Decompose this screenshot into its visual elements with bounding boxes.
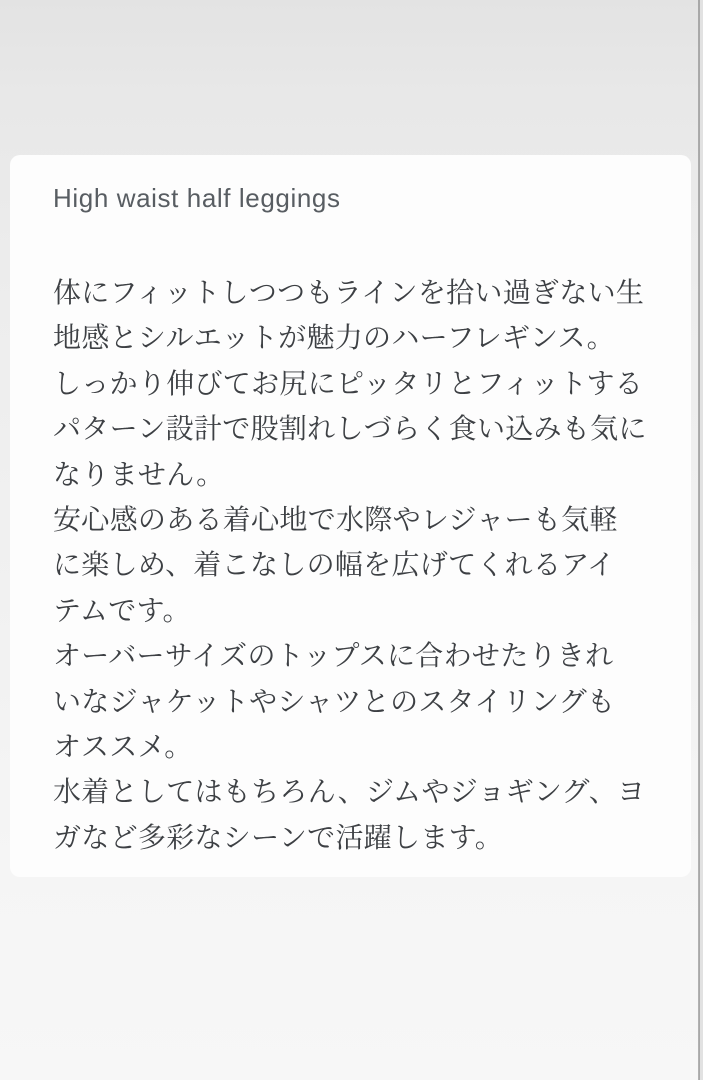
product-title: High waist half leggings — [53, 183, 341, 213]
product-description — [53, 270, 653, 860]
description-line: 地感とシルエットが魅力のハーフレギンス。 — [53, 322, 615, 354]
description-line: しっかり伸びてお尻にピッタリとフィットする — [53, 367, 644, 399]
product-description-card — [10, 155, 691, 877]
description-line: 安心感のある着心地で水際やレジャーも気軽 — [53, 503, 618, 535]
description-line: 水着としてはもちろん、ジムやジョギング、ヨ — [53, 776, 646, 808]
description-line: に楽しめ、着こなしの幅を広げてくれるアイ — [53, 549, 616, 581]
description-line: 体にフィットしつつもラインを拾い過ぎない生 — [53, 277, 645, 308]
description-line: いなジャケットやシャツとのスタイリングも — [53, 685, 616, 717]
screen-edge-line — [698, 0, 700, 1080]
description-line: パターン設計で股割れしづらく食い込みも気に — [53, 413, 647, 445]
description-line: ガなど多彩なシーンで活躍します。 — [53, 821, 504, 853]
description-line: オススメ。 — [53, 730, 193, 762]
description-line: なりません。 — [53, 458, 225, 490]
description-line: テムです。 — [53, 594, 191, 626]
description-line: オーバーサイズのトップスに合わせたりきれ — [53, 640, 614, 672]
